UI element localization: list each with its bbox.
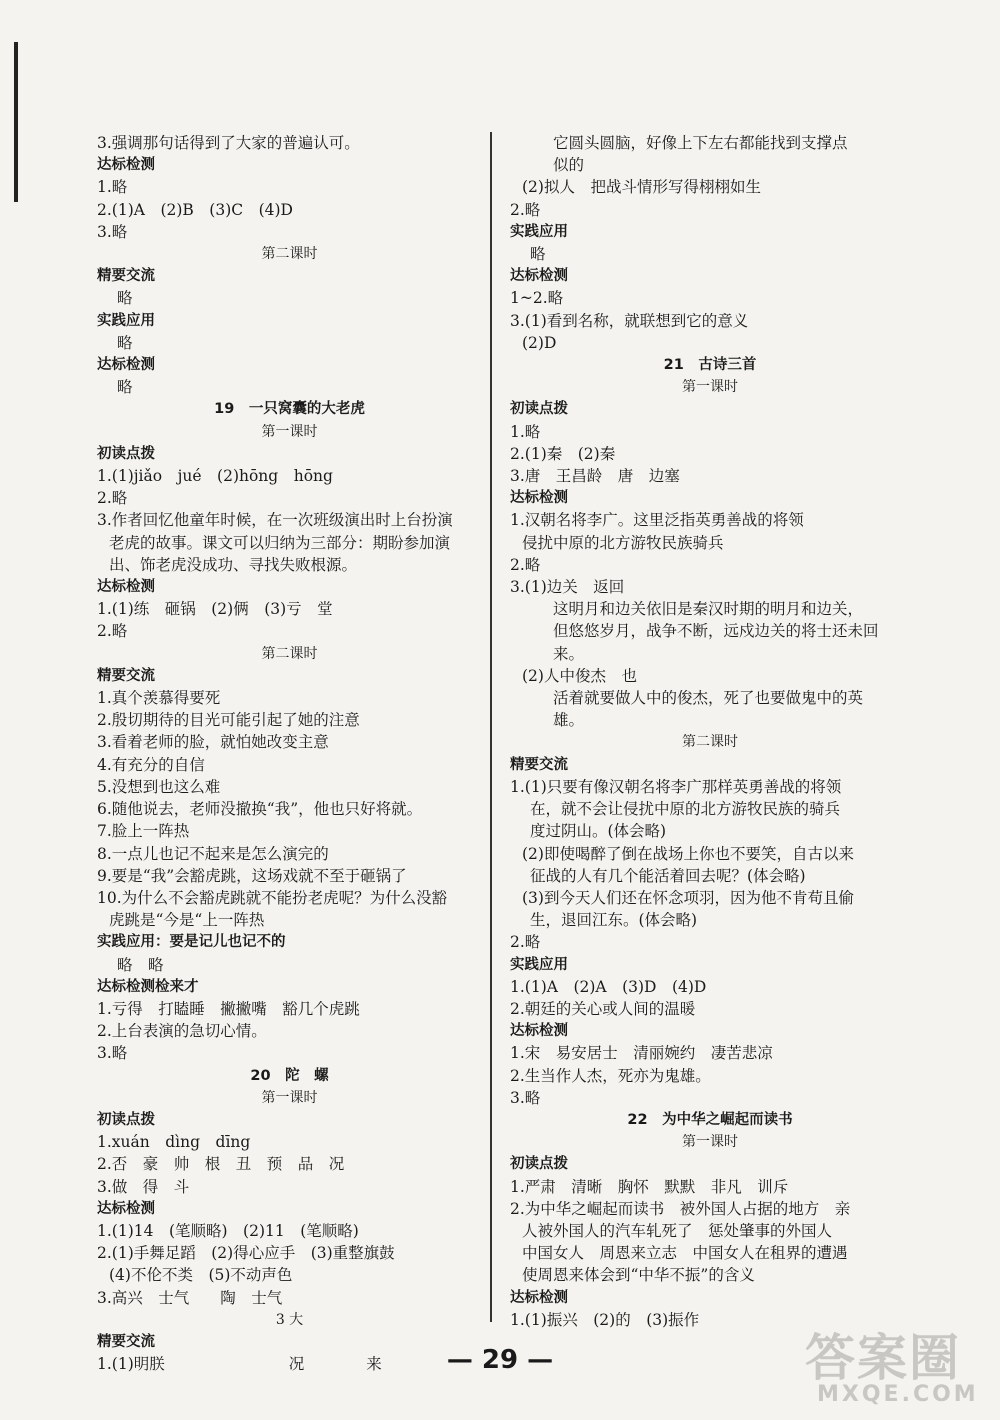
- left-answer-line: 3.略: [97, 1044, 128, 1063]
- left-section-heading: 初读点拨: [97, 445, 155, 462]
- left-answer-line: 3.强调那句话得到了大家的普遍认可。: [97, 134, 360, 152]
- left-chapter-title: 20 陀 螺: [250, 1067, 329, 1084]
- right-answer-line: 1~2.略: [510, 289, 564, 308]
- left-answer-line: 8.一点儿也记不起来是怎么演完的: [97, 844, 329, 863]
- column-divider: [490, 132, 492, 1322]
- left-section-heading: 达标检测: [97, 157, 155, 174]
- right-section-heading: 达标检测: [510, 268, 568, 285]
- left-answer-line: (4)不伦不类 (5)不动声色: [109, 1266, 293, 1285]
- right-answer-line: 雄。: [553, 711, 585, 730]
- right-answer-line: 它圆头圆脑，好像上下左右都能找到支撑点: [553, 134, 848, 152]
- right-answer-line: 2.为中华之崛起而读书 被外国人占据的地方 亲: [510, 1199, 851, 1218]
- left-section-heading: 实践应用: [97, 312, 155, 329]
- right-answer-line: 活着就要做人中的俊杰，死了也要做鬼中的英: [553, 689, 864, 708]
- right-answer-line: 3.(1)边关 返回: [510, 578, 625, 597]
- right-section-heading: 初读点拨: [510, 401, 568, 418]
- left-answer-line: 1.略: [97, 178, 128, 197]
- left-lesson-subtitle: 第二课时: [261, 246, 318, 263]
- right-answer-line: 这明月和边关依旧是秦汉时期的明月和边关，: [553, 600, 864, 619]
- left-answer-line: 略: [117, 289, 133, 308]
- left-section-heading: 初读点拨: [97, 1111, 155, 1128]
- left-answer-line: 2.(1)A (2)B (3)C (4)D: [97, 200, 293, 219]
- left-section-heading: 实践应用：要是记儿也记不的: [97, 934, 286, 951]
- left-chapter-title: 19 一只窝囊的大老虎: [214, 401, 365, 418]
- right-answer-line: (2)即使喝醉了倒在战场上你也不要笑，自古以来: [522, 844, 854, 863]
- right-lesson-subtitle: 第二课时: [682, 734, 738, 751]
- watermark-title: 答案圈: [805, 1329, 961, 1387]
- left-section-heading: 达标检测: [97, 579, 155, 596]
- right-answer-line: 2.朝廷的关心或人间的温暖: [510, 999, 696, 1018]
- left-answer-line: 1.xuán dìng dīng: [97, 1133, 251, 1152]
- left-answer-line: 2.否 豪 帅 根 丑 预 品 况: [97, 1155, 345, 1174]
- left-answer-line: 虎跳是“今是“上一阵热: [109, 911, 265, 930]
- watermark-logo: [805, 1318, 995, 1418]
- left-answer-line: 2.略: [97, 489, 128, 508]
- left-answer-line: 9.要是“我”会豁虎跳，这场戏就不至于砸锅了: [97, 866, 407, 885]
- left-answer-line: 1.亏得 打瞌睡 撇撇嘴 豁几个虎跳: [97, 999, 360, 1018]
- right-answer-line: (2)人中俊杰 也: [522, 666, 637, 685]
- right-lesson-subtitle: 第一课时: [682, 1134, 738, 1151]
- left-answer-line: 1.(1)明朕 况 来: [97, 1355, 382, 1374]
- left-section-heading: 达标检测: [97, 357, 155, 374]
- left-answer-line: 略: [117, 378, 133, 397]
- right-answer-line: 侵扰中原的北方游牧民族骑兵: [522, 533, 724, 552]
- right-answer-line: 1.略: [510, 422, 541, 441]
- left-section-heading: 精要交流: [97, 1333, 155, 1350]
- left-answer-line: 1.真个羡慕得要死: [97, 689, 221, 708]
- right-answer-line: 1.(1)振兴 (2)的 (3)振作: [510, 1310, 700, 1329]
- right-section-heading: 达标检测: [510, 1289, 568, 1306]
- left-answer-line: 3.看着老师的脸，就怕她改变主意: [97, 733, 329, 752]
- right-answer-line: 2.生当作人杰，死亦为鬼雄。: [510, 1066, 711, 1085]
- right-answer-line: 2.略: [510, 200, 541, 219]
- right-answer-line: 生，退回江东。(体会略): [530, 911, 698, 930]
- left-answer-line: 6.随他说去，老师没撤换“我”，他也只好将就。: [97, 800, 423, 819]
- right-answer-line: 1.严肃 清晰 胸怀 默默 非凡 训斥: [510, 1177, 789, 1196]
- right-answer-line: 2.略: [510, 555, 541, 574]
- right-answer-line: (3)到今天人们还在怀念项羽，因为他不肯苟且偷: [522, 888, 854, 907]
- right-section-heading: 达标检测: [510, 490, 568, 507]
- left-answer-line: 5.没想到也这么难: [97, 777, 221, 796]
- right-section-heading: 达标检测: [510, 1023, 568, 1040]
- right-chapter-title: 22 为中华之崛起而读书: [627, 1111, 793, 1128]
- left-answer-line: 7.脸上一阵热: [97, 822, 190, 841]
- left-answer-line: 2.略: [97, 622, 128, 641]
- right-column: [510, 132, 910, 1331]
- left-answer-line: 10.为什么不会豁虎跳就不能扮老虎呢？为什么没豁: [97, 888, 448, 907]
- left-answer-line: 3.作者回忆他童年时候，在一次班级演出时上台扮演: [97, 511, 453, 530]
- left-answer-line: 3.做 得 斗: [97, 1177, 190, 1196]
- right-answer-line: 征战的人有几个能活着回去呢？(体会略): [530, 866, 806, 885]
- left-answer-line: 2.上台表演的急切心情。: [97, 1022, 267, 1041]
- right-answer-line: 来。: [553, 644, 585, 663]
- left-lesson-subtitle: 第一课时: [261, 1089, 318, 1106]
- right-answer-line: 1.(1)A (2)A (3)D (4)D: [510, 977, 707, 996]
- left-section-heading: 精要交流: [97, 667, 155, 684]
- right-answer-line: 1.汉朝名将李广。这里泛指英勇善战的将领: [510, 511, 804, 530]
- left-column: [97, 132, 482, 1375]
- left-answer-line: 老虎的故事。课文可以归纳为三部分：期盼参加演: [109, 533, 451, 552]
- left-answer-line: 略 略: [117, 955, 164, 974]
- left-answer-line: 4.有充分的自信: [97, 755, 205, 774]
- left-answer-line: 1.(1)14 (笔顺略) (2)11 (笔顺略): [97, 1221, 359, 1240]
- right-section-heading: 实践应用: [510, 223, 568, 240]
- right-answer-line: 2.略: [510, 933, 541, 952]
- left-lesson-subtitle: 第二课时: [261, 645, 318, 662]
- right-section-heading: 精要交流: [510, 756, 568, 773]
- right-answer-line: 3.(1)看到名称，就联想到它的意义: [510, 311, 749, 330]
- watermark-url: MXQE.COM: [817, 1382, 979, 1407]
- right-answer-line: 但悠悠岁月，战争不断，远戍边关的将士还未回: [553, 622, 879, 641]
- right-answer-line: 3.唐 王昌龄 唐 边塞: [510, 467, 680, 486]
- left-answer-line: 1.(1)练 砸锅 (2)俩 (3)亏 堂: [97, 600, 333, 619]
- right-answer-line: 略: [530, 245, 546, 264]
- right-answer-line: 使周恩来体会到“中华不振”的含义: [522, 1266, 755, 1285]
- right-answer-line: 在，就不会让侵扰中原的北方游牧民族的骑兵: [530, 800, 841, 819]
- right-section-heading: 实践应用: [510, 956, 568, 973]
- right-answer-line: 1.(1)只要有像汉朝名将李广那样英勇善战的将领: [510, 777, 842, 796]
- right-answer-line: 中国女人 周恩来立志 中国女人在租界的遭遇: [522, 1244, 848, 1263]
- right-answer-line: (2)拟人 把战斗情形写得栩栩如生: [522, 178, 761, 197]
- left-answer-line: 1.(1)jiǎo jué (2)hōng hōng: [97, 467, 333, 486]
- right-answer-line: (2)D: [522, 333, 557, 352]
- right-lesson-subtitle: 第一课时: [682, 379, 738, 396]
- page-number: — 29 —: [446, 1345, 554, 1375]
- left-lesson-subtitle: 3 大: [275, 1311, 304, 1328]
- left-answer-line: 3.高兴 士气 陶 士气: [97, 1288, 283, 1307]
- binding-line: [14, 42, 18, 202]
- right-answer-line: 度过阴山。(体会略): [530, 822, 667, 841]
- left-answer-line: 2.殷切期待的目光可能引起了她的注意: [97, 711, 360, 730]
- left-answer-line: 3.略: [97, 222, 128, 241]
- left-answer-line: 出、饰老虎没成功、寻找失败根源。: [109, 555, 358, 574]
- right-answer-line: 3.略: [510, 1088, 541, 1107]
- right-answer-line: 人被外国人的汽车轧死了 惩处肇事的外国人: [522, 1221, 833, 1240]
- left-answer-line: 2.(1)手舞足蹈 (2)得心应手 (3)重整旗鼓: [97, 1244, 395, 1263]
- left-section-heading: 精要交流: [97, 268, 155, 285]
- right-answer-line: 1.宋 易安居士 清丽婉约 凄苦悲凉: [510, 1044, 773, 1063]
- right-chapter-title: 21 古诗三首: [663, 357, 757, 374]
- left-answer-line: 略: [117, 333, 133, 352]
- right-answer-line: 2.(1)秦 (2)秦: [510, 444, 616, 463]
- left-section-heading: 达标检测: [97, 1200, 155, 1217]
- right-answer-line: 似的: [553, 156, 585, 175]
- right-section-heading: 初读点拨: [510, 1156, 568, 1173]
- left-lesson-subtitle: 第一课时: [261, 423, 318, 440]
- left-section-heading: 达标检测检来才: [97, 978, 199, 995]
